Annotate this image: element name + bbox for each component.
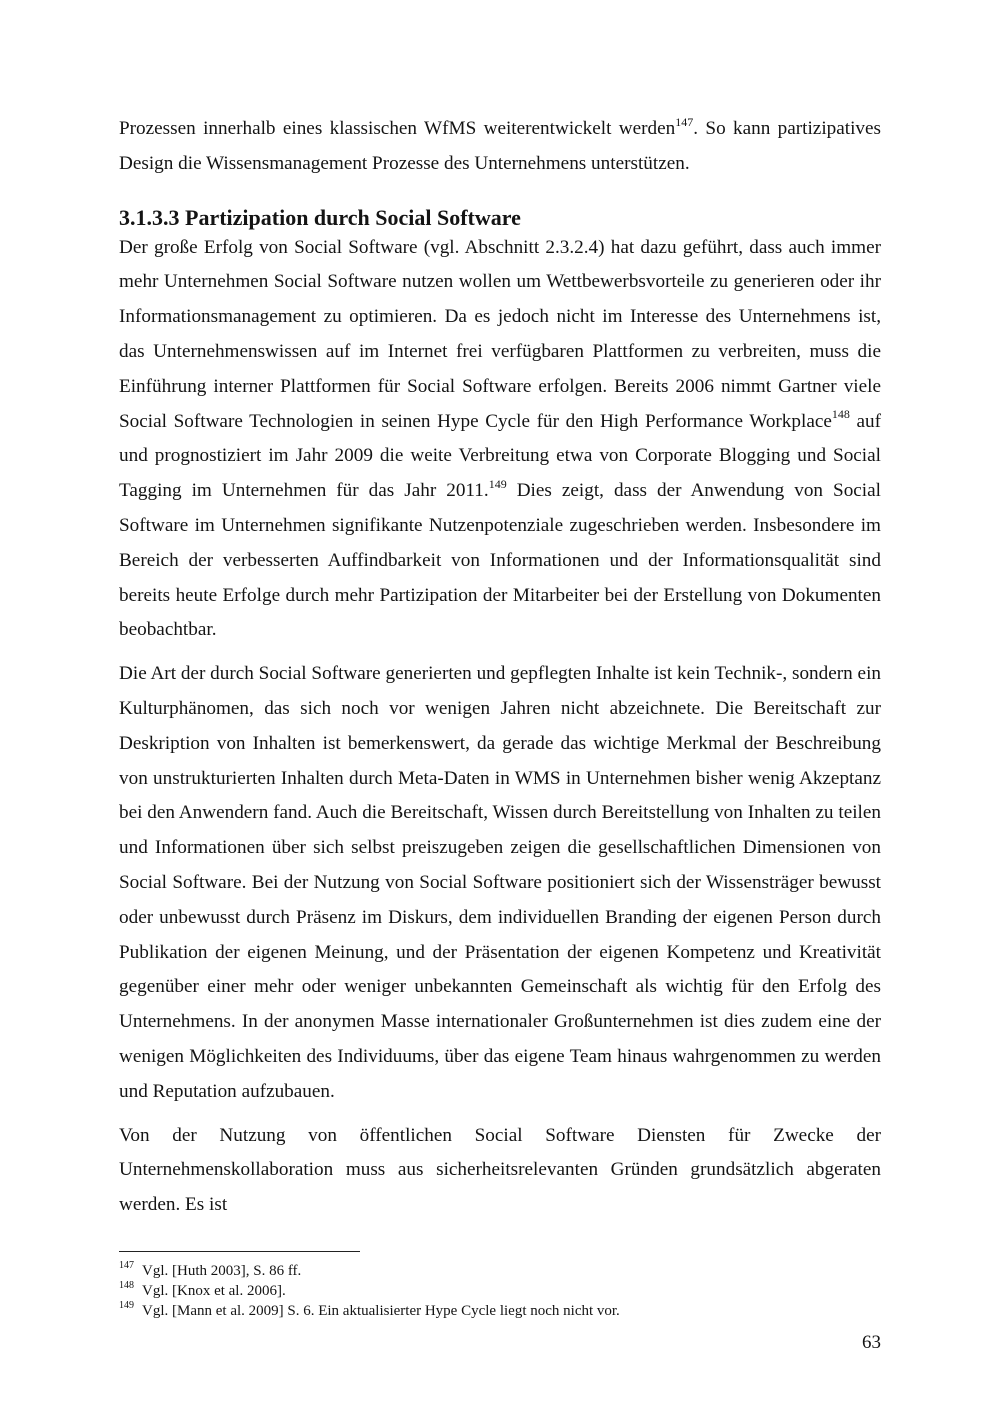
- paragraph-text: . So kann partizipatives Design die Wissensmanagement Prozesse des Unternehmens unterstützen.: [119, 118, 882, 174]
- footnote-text: Vgl. [Huth 2003], S. 86 ff.: [142, 1263, 302, 1279]
- paragraph-continuation: [119, 112, 881, 182]
- footnote-text: Vgl. [Mann et al. 2009] S. 6. Ein aktualisierter Hype Cycle liegt noch nicht vor.: [142, 1303, 620, 1319]
- paragraph-social-software: [119, 231, 881, 649]
- footnote-147: [119, 1261, 881, 1281]
- paragraph-text: auf und prognostiziert im Jahr 2009 die weite Verbreitung etwa von Corporate Blogging und Social Tagging im Unternehmen für das Jahr 2011.: [119, 410, 881, 502]
- footnote-number: 148: [119, 1280, 134, 1291]
- paragraph-text: Der große Erfolg von Social Software (vgl. Abschnitt 2.3.2.4) hat dazu geführt, dass auch immer mehr Unternehmen Social Software nutzen wollen um Wettbewerbsvorteile zu generieren oder ihr Informationsmanagement zu optimieren. Da es jedoch nicht im Interesse des Unternehmens ist, das Unternehmenswissen auf im Internet frei verfügbaren Plattformen zu verbreiten, muss die Einführung interner Plattformen für Social Software erfolgen. Bereits 2006 nimmt Gartner viele Social Software Technologien in seinen Hype Cycle für den High Performance Workplace: [119, 236, 881, 432]
- section-heading: 3.1.3.3 Partizipation durch Social Software: [119, 204, 521, 230]
- footnote-ref-148[interactable]: 148: [831, 407, 850, 422]
- footnote-text: Vgl. [Knox et al. 2006].: [142, 1283, 286, 1299]
- paragraph-public-services: Von der Nutzung von öffentlichen Social Software Diensten für Zwecke der Unternehmenskollaboration muss aus sicherheitsrelevanten Gründen grundsätzlich abgeraten werden. Es ist: [119, 1124, 881, 1216]
- paragraph-culture: Die Art der durch Social Software generierten und gepflegten Inhalte ist kein Technik-, sondern ein Kulturphänomen, das sich noch vor wenigen Jahren nicht abzeichnete. Die Bereitschaft zur Deskription von Inhalten ist bemerkenswert, da gerade das wichtige Merkmal der Beschreibung von unstrukturierten Inhalten durch Meta-Daten in WMS in Unternehmen bisher wenig Akzeptanz bei den Anwendern fand. Auch die Bereitschaft, Wissen durch Bereitstellung von Inhalten zu teilen und Informationen über sich selbst preiszugeben zeigen die gesellschaftlichen Dimensionen von Social Software. Bei der Nutzung von Social Software positioniert sich der Wissensträger bewusst oder unbewusst durch Präsenz im Diskurs, dem individuellen Branding der eigenen Person durch Publikation der eigenen Meinung, und der Präsentation der eigenen Kompetenz und Kreativität gegenüber einer mehr oder weniger unbekannten Gemeinschaft als wichtig für den Erfolg des Unternehmens. In der anonymen Masse internationaler Großunternehmen ist dies zudem eine der wenigen Möglichkeiten des Individuums, über das eigene Team hinaus wahrgenommen zu werden und Reputation aufzubauen.: [119, 663, 881, 1102]
- body-text: [119, 112, 881, 1223]
- footnote-number: 149: [119, 1300, 134, 1311]
- footnote-ref-149[interactable]: 149: [488, 476, 507, 491]
- paragraph-text: Dies zeigt, dass der Anwendung von Social Software im Unternehmen signifikante Nutzenpotenziale zugeschrieben werden. Insbesondere im Bereich der verbesserten Auffindbarkeit von Informationen und der Informationsqualität sind bereits heute Erfolge durch mehr Partizipation der Mitarbeiter bei der Erstellung von Dokumenten beobachtbar.: [119, 480, 881, 641]
- paragraph-text: Prozessen innerhalb eines klassischen WfMS weiterentwickelt werden: [119, 118, 676, 139]
- footnote-149: [119, 1301, 881, 1321]
- footnote-ref-147[interactable]: 147: [675, 114, 694, 129]
- footnotes: [119, 1261, 881, 1321]
- page-number: 63: [862, 1332, 881, 1353]
- footnote-148: [119, 1281, 881, 1301]
- footnote-separator: [119, 1251, 360, 1252]
- footnote-number: 147: [119, 1260, 134, 1271]
